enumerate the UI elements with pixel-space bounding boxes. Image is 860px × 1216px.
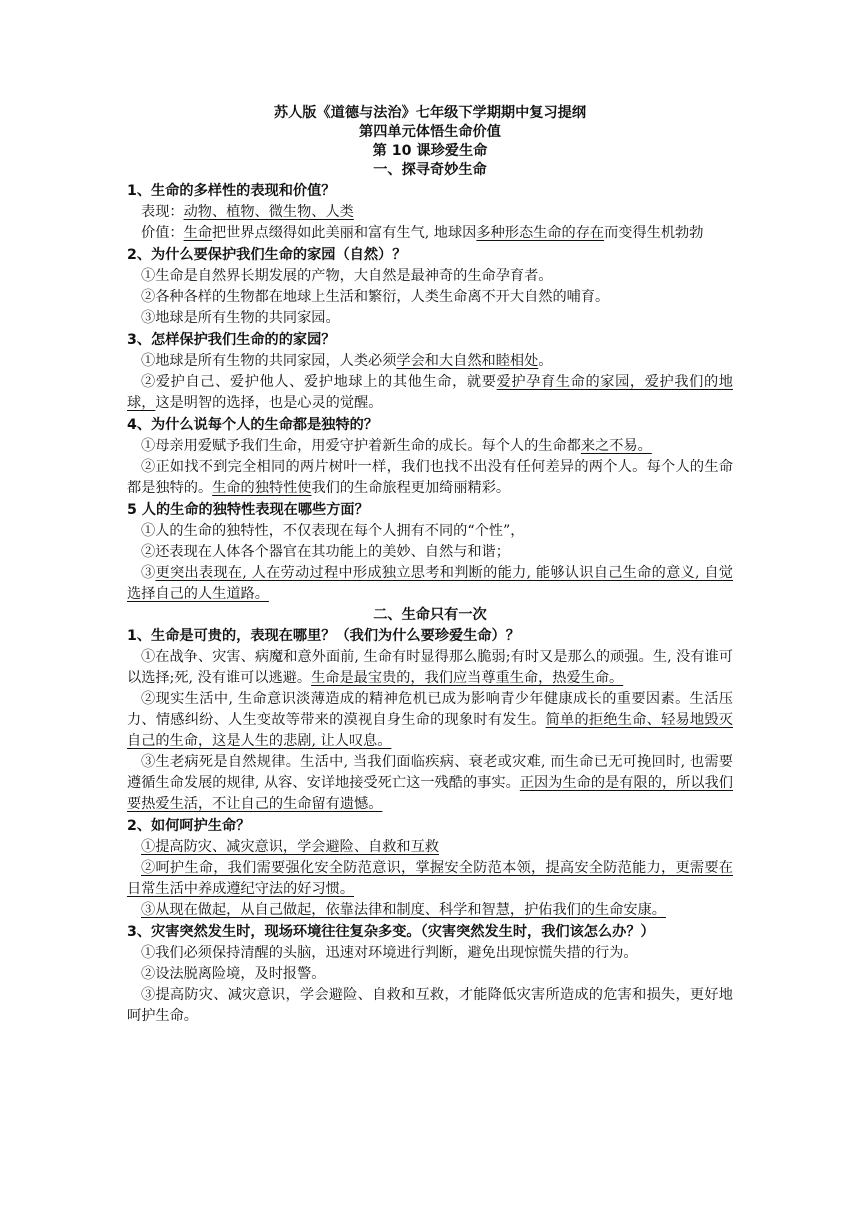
q5-item-3: ③更突出表现在, 人在劳动过程中形成独立思考和判断的能力, 能够认识自己生命的意义, 自觉选择自己的人生道路。 <box>127 565 733 602</box>
q4-item-2: ②正如找不到完全相同的两片树叶一样，我们也找不出没有任何差异的两个人。每个人的生命都是独特的。生命的独特性使我们的生命旅程更加绮丽精彩。 <box>127 459 733 496</box>
q5-item-2: ②还表现在人体各个器官在其功能上的美妙、自然与和谐； <box>141 544 510 560</box>
s2q3-item: ①我们必须保持清醒的头脑，迅速对环境进行判断，避免出现惊慌失措的行为。 <box>141 945 638 961</box>
doc-title: 苏人版《道德与法治》七年级下学期期中复习提纲 <box>273 105 587 121</box>
s2q1-heading: 1、生命是可贵的，表现在哪里？（我们为什么要珍爱生命）？ <box>127 628 520 644</box>
s2q1-item-1: ①在战争、灾害、病魔和意外面前, 生命有时显得那么脆弱;有时又是那么的顽强。生, 没有谁可以选择;死, 没有谁可以逃避。生命是最宝贵的，我们应当尊重生命，热爱生命。 <box>127 649 733 686</box>
q3-item-1: ①地球是所有生物的共同家园，人类必须学会和大自然和睦相处。 <box>141 353 553 369</box>
q2-item: ③地球是所有生物的共同家园。 <box>141 310 340 326</box>
q1-heading: 1、生命的多样性的表现和价值？ <box>127 183 336 199</box>
s2q3-heading: 3、灾害突然发生时，现场环境往往复杂多变。（灾害突然发生时，我们该怎么办？） <box>127 924 655 940</box>
s2q2-item-2: ②呵护生命，我们需要强化安全防范意识，掌握安全防范本领，提高安全防范能力，更需要在日常生活中养成遵纪守法的好习惯。 <box>127 860 733 897</box>
q5-item-1: ①人的生命的独特性，不仅表现在每个人拥有不同的“个性”， <box>141 523 525 539</box>
document-page <box>127 104 733 1027</box>
s2q2-item-1: ①提高防灾、减灾意识，学会避险、自救和互救 <box>141 839 439 855</box>
q4-heading: 4、为什么说每个人的生命都是独特的？ <box>127 417 379 433</box>
s2q1-item-2: ②现实生活中, 生命意识淡薄造成的精神危机已成为影响青少年健康成长的重要因素。生活压力、情感纠纷、人生变故等带来的漠视自身生命的现象时有发生。简单的拒绝生命、轻易地毁灭自己的生命，这是人生的悲剧, 让人叹息。 <box>127 691 733 749</box>
q4-item-1: ①母亲用爱赋予我们生命，用爱守护着新生命的成长。每个人的生命都来之不易。 <box>141 438 652 454</box>
q3-item-2: ②爱护自己、爱护他人、爱护地球上的其他生命，就要爱护孕育生命的家园，爱护我们的地球，这是明智的选择，也是心灵的觉醒。 <box>127 374 733 411</box>
s2q2-heading: 2、如何呵护生命？ <box>127 818 251 834</box>
q3-heading: 3、怎样保护我们生命的的家园？ <box>127 332 336 348</box>
s2q3-item: ②设法脱离险境，及时报警。 <box>141 966 326 982</box>
q2-item: ②各种各样的生物都在地球上生活和繁衍，人类生命离不开大自然的哺育。 <box>141 289 610 305</box>
s2q1-item-3: ③生老病死是自然规律。生活中, 当我们面临疾病、衰老或灾难, 而生命已无可挽回时, 也需要遵循生命发展的规律, 从容、安详地接受死亡这一残酷的事实。正因为生命的是有限的，所以我们要热爱生活，不让自己的生命留有遗憾。 <box>127 754 733 812</box>
lesson-title: 第 10 课珍爱生命 <box>372 143 488 159</box>
q1-value: 价值：生命把世界点缀得如此美丽和富有生气, 地球因多种形态生命的存在而变得生机勃勃 <box>141 225 704 241</box>
unit-title: 第四单元体悟生命价值 <box>359 124 501 140</box>
section-2-title: 二、生命只有一次 <box>373 607 487 623</box>
s2q2-item-3: ③从现在做起，从自己做起，依靠法律和制度、科学和智慧，护佑我们的生命安康。 <box>141 902 666 918</box>
s2q3-item: ③提高防灾、减灾意识，学会避险、自救和互救，才能降低灾害所造成的危害和损失，更好地呵护生命。 <box>127 987 733 1024</box>
section-1-title: 一、探寻奇妙生命 <box>373 162 487 178</box>
q5-heading: 5 人的生命的独特性表现在哪些方面？ <box>127 502 369 518</box>
q2-item: ①生命是自然界长期发展的产物，大自然是最神奇的生命孕育者。 <box>141 268 553 284</box>
q1-manifestation: 表现：动物、植物、微生物、人类 <box>141 204 354 220</box>
q2-heading: 2、为什么要保护我们生命的家园（自然）？ <box>127 247 407 263</box>
